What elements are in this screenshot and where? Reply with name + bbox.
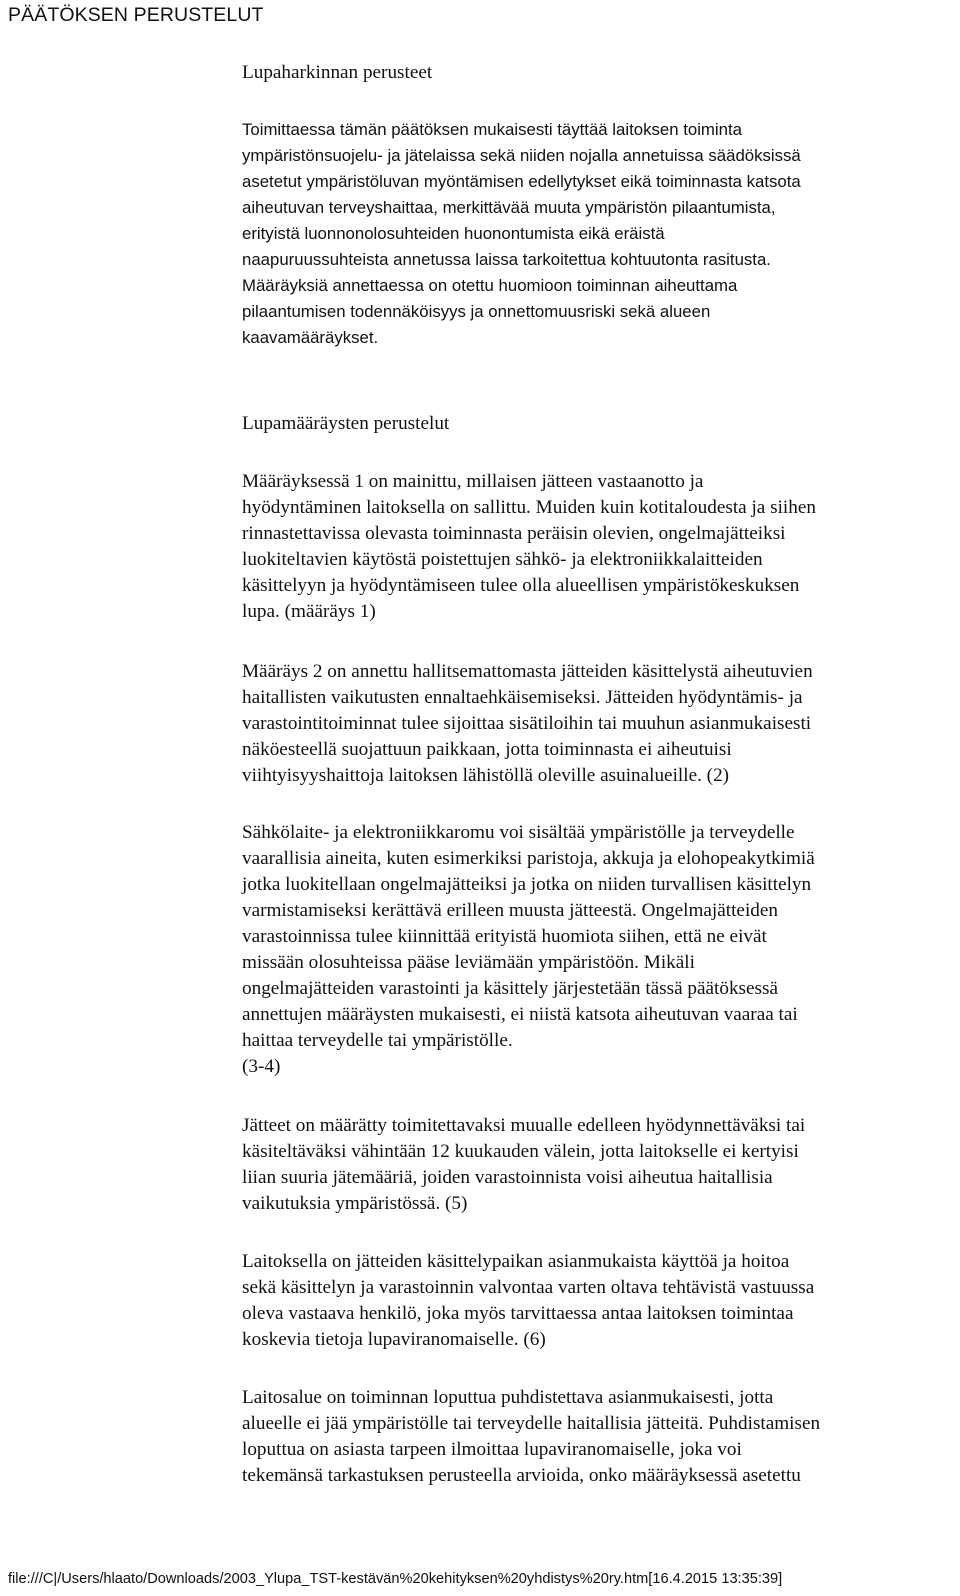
text-line: Määräyksessä 1 on mainittu, millaisen jätteen vastaanotto ja	[242, 471, 704, 492]
text-line: kaavamääräykset.	[242, 328, 379, 347]
paragraph-maarays-3-4	[242, 820, 815, 1080]
paragraph-maarays-6	[242, 1249, 814, 1353]
text-line: varastoinnissa tulee kiinnittää erityistä huomiota siihen, että ne eivät	[242, 926, 767, 947]
text-line: Määräys 2 on annettu hallitsemattomasta jätteiden käsittelystä aiheutuvien	[242, 661, 813, 682]
text-line: missään olosuhteissa pääse leviämään ympäristöön. Mikäli	[242, 952, 695, 973]
text-line: haittaa terveydelle tai ympäristölle.	[242, 1030, 513, 1051]
text-line: sekä käsittelyn ja varastoinnin valvontaa varten oltava tehtävistä vastuussa	[242, 1277, 815, 1298]
page-footer-url: file:///C|/Users/hlaato/Downloads/2003_Ylupa_TST-kestävän%20kehityksen%20yhdistys%20ry.htm[16.4.2015 13:35:39]	[8, 1571, 783, 1587]
text-line: varastointitoiminnat tulee sijoittaa sisätiloihin tai muuhun asianmukaisesti	[242, 713, 812, 734]
text-line: vaarallisia aineita, kuten esimerkiksi paristoja, akkuja ja elohopeakytkimiä	[242, 848, 815, 869]
text-line: alueelle ei jää ympäristölle tai terveydelle haitallisia jätteitä. Puhdistamisen	[242, 1413, 821, 1434]
text-line: Laitoksella on jätteiden käsittelypaikan asianmukaista käyttöä ja hoitoa	[242, 1251, 790, 1272]
paragraph-maarays-2	[242, 659, 813, 789]
text-line: vaikutuksia ympäristössä. (5)	[242, 1193, 468, 1214]
text-line: ongelmajätteiden varastointi ja käsittely järjestetään tässä päätöksessä	[242, 978, 778, 999]
text-line: hyödyntäminen laitoksella on sallittu. Muiden kuin kotitaloudesta ja siihen	[242, 497, 816, 518]
text-line: erityistä luonnonolosuhteiden huonontumista eikä eräistä	[242, 224, 665, 243]
paragraph-maarays-5	[242, 1113, 805, 1217]
text-line: käsiteltäväksi vähintään 12 kuukauden välein, jotta laitokselle ei kertyisi	[242, 1141, 799, 1162]
text-line: rinnastettavissa olevasta toiminnasta peräisin olevien, ongelmajätteiksi	[242, 523, 786, 544]
text-line: naapuruussuhteista annetussa laissa tarkoitettua kohtuutonta rasitusta.	[242, 250, 771, 269]
paragraph-laitosalue	[242, 1385, 820, 1489]
text-line: jotka luokitellaan ongelmajätteiksi ja jotka on niiden turvallisen käsittelyn	[242, 874, 812, 895]
text-line: annettujen määräysten mukaisesti, ei niistä katsota aiheutuvan vaaraa tai	[242, 1004, 798, 1025]
text-line: varmistamiseksi kerättävä erilleen muusta jätteestä. Ongelmajätteiden	[242, 900, 778, 921]
text-line: haitallisten vaikutusten ennaltaehkäisemiseksi. Jätteiden hyödyntämis- ja	[242, 687, 803, 708]
text-line: käsittelyyn ja hyödyntämiseen tulee olla alueellisen ympäristökeskuksen	[242, 575, 800, 596]
text-line: Toimittaessa tämän päätöksen mukaisesti täyttää laitoksen toiminta	[242, 120, 742, 139]
text-line: luokiteltavien käytöstä poistettujen sähkö- ja elektroniikkalaitteiden	[242, 549, 763, 570]
text-line: Laitosalue on toiminnan loputtua puhdistettava asianmukaisesti, jotta	[242, 1387, 774, 1408]
text-line: loputtua on asiasta tarpeen ilmoittaa lupaviranomaiselle, joka voi	[242, 1439, 742, 1460]
paragraph-lupaharkinta	[242, 117, 801, 351]
text-line: Sähkölaite- ja elektroniikkaromu voi sisältää ympäristölle ja terveydelle	[242, 822, 795, 843]
text-line: asetetut ympäristöluvan myöntämisen edellytykset eikä toiminnasta katsota	[242, 172, 801, 191]
section-heading-lupamaaraysten-perustelut: Lupamääräysten perustelut	[242, 413, 450, 434]
text-line: lupa. (määräys 1)	[242, 601, 376, 622]
text-line: ympäristönsuojelu- ja jätelaissa sekä niiden nojalla annetuissa säädöksissä	[242, 146, 801, 165]
text-line: (3-4)	[242, 1056, 281, 1077]
text-line: liian suuria jätemääriä, joiden varastoinnista voisi aiheutua haitallisia	[242, 1167, 773, 1188]
text-line: oleva vastaava henkilö, joka myös tarvittaessa antaa laitoksen toimintaa	[242, 1303, 794, 1324]
text-line: aiheutuvan terveyshaittaa, merkittävää muuta ympäristön pilaantumista,	[242, 198, 776, 217]
text-line: pilaantumisen todennäköisyys ja onnettomuusriski sekä alueen	[242, 302, 711, 321]
section-heading-lupaharkinnan-perusteet: Lupaharkinnan perusteet	[242, 62, 433, 83]
paragraph-maarays-1	[242, 469, 816, 625]
page-title: PÄÄTÖKSEN PERUSTELUT	[8, 4, 264, 26]
text-line: viihtyisyyshaittoja laitoksen lähistöllä oleville asuinalueille. (2)	[242, 765, 730, 786]
text-line: Määräyksiä annettaessa on otettu huomioon toiminnan aiheuttama	[242, 276, 738, 295]
text-line: näköesteellä suojattuun paikkaan, jotta toiminnasta ei aiheutuisi	[242, 739, 732, 760]
text-line: Jätteet on määrätty toimitettavaksi muualle edelleen hyödynnettäväksi tai	[242, 1115, 806, 1136]
text-line: koskevia tietoja lupaviranomaiselle. (6)	[242, 1329, 546, 1350]
text-line: tekemänsä tarkastuksen perusteella arvioida, onko määräyksessä asetettu	[242, 1465, 801, 1486]
